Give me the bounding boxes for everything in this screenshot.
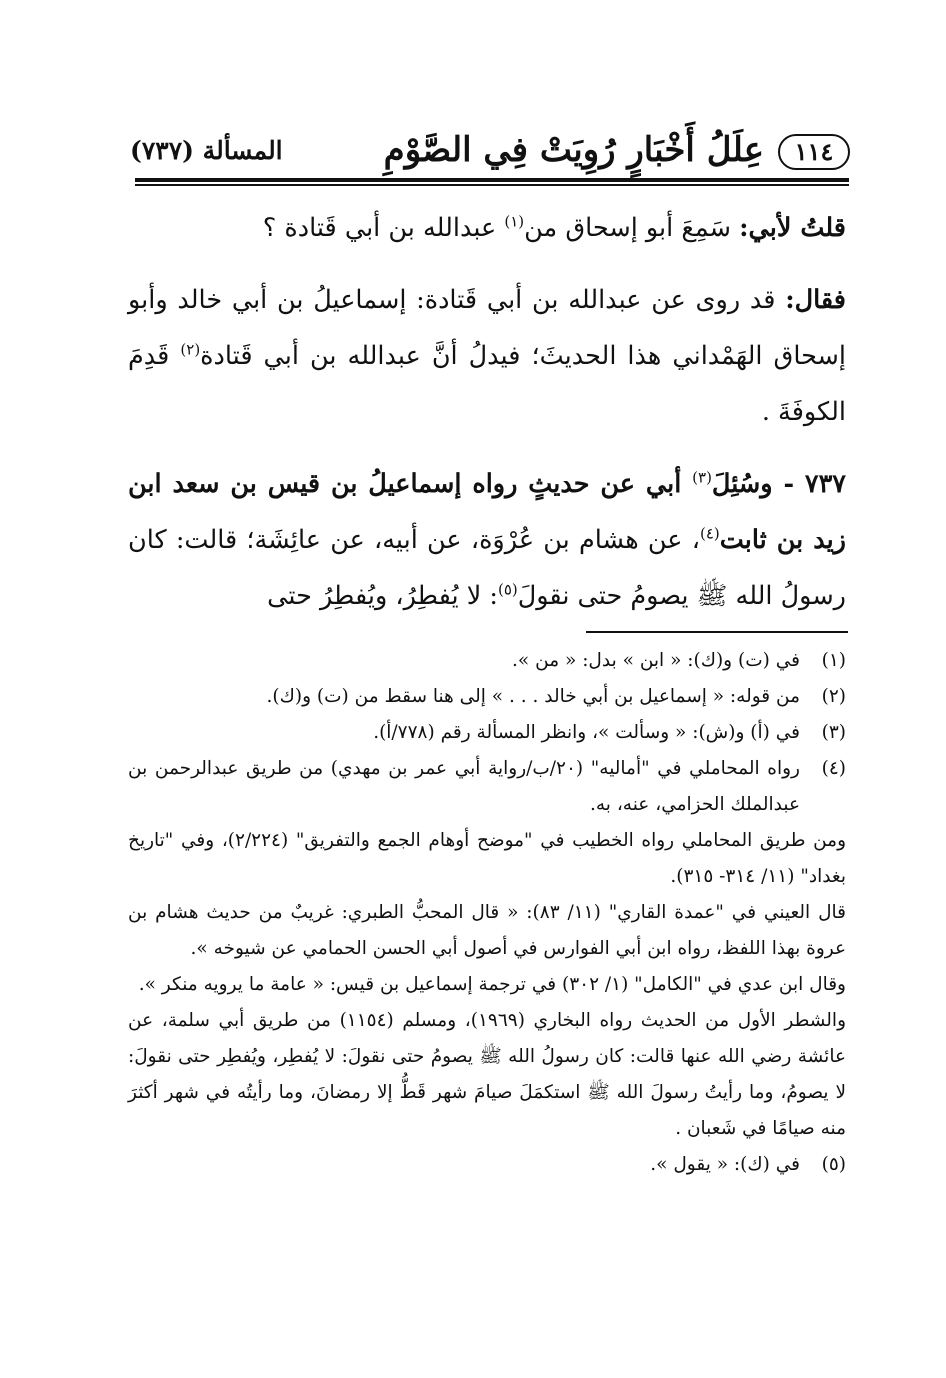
paragraph-text: عبدالله بن أبي قَتادة ؟ [262,213,505,243]
footnote-ref: (٥) [497,580,518,599]
paragraph-text: قَدِمَ الكوفَةَ . [128,341,846,427]
issue-label: المسألة (٧٣٧) [130,136,283,165]
footnote-ref: (٣) [692,468,712,487]
footnote-text: رواه المحاملي في "أماليه" (٢٠/ب/رواية أبي عمر بن مهدي) من طريق عبدالرحمن بن عبدالملك الحزامي، عنه، به. [128,758,800,815]
paragraph-question [128,200,846,256]
main-text [128,200,846,624]
paragraph-answer [128,272,846,440]
footnote-number: (٥) [821,1154,846,1175]
footnote-4 [128,751,846,823]
footnote-number: (٤) [821,758,846,779]
footnote-text: في (ك): « يقول ». [650,1154,800,1175]
footnotes [128,643,846,1183]
paragraph-text: قد روى عن عبدالله بن أبي قَتادة: إسماعيلُ بن أبي خالد وأبو إسحاق الهَمْداني هذا الحديثَ؛ فيدلُ أنَّ عبدالله بن أبي قَتادة [128,285,847,371]
footnote-text: في (أ) و(ش): « وسألت »، وانظر المسألة رقم (٧٧٨/أ). [373,722,800,743]
footnote-ref: (٤) [699,524,720,543]
footnote-number: (٣) [821,722,846,743]
footnote-text: من قوله: « إسماعيل بن أبي خالد . . . » إلى هنا سقط من (ت) و(ك). [266,686,800,707]
paragraph-lead: قلتُ لأبي: [739,213,846,243]
footnote-number: (٢) [821,686,846,707]
footnote-1 [128,643,846,679]
footnote-ref: (١) [504,212,525,231]
paragraph-text: : لا يُفطِرُ، ويُفطِرُ حتى [267,581,498,611]
paragraph-issue-737 [128,456,846,624]
footnote-3 [128,715,846,751]
book-title: عِلَلُ أَخْبَارٍ رُوِيَتْ فِي الصَّوْمِ [383,130,764,170]
footnote-4-continuation: وقال ابن عدي في "الكامل" (١/ ٣٠٢) في ترجمة إسماعيل بن قيس: « عامة ما يرويه منكر ». [138,974,846,995]
footnote-separator [586,631,848,633]
footnote-ref: (٢) [180,340,201,359]
paragraph-text: سَمِعَ أبو إسحاق من [524,213,740,243]
paragraph-text: ، عن هشام بن عُرْوَة، عن أبيه، عن عائِشَة؛ قالت: كان رسولُ الله ﷺ يصومُ حتى نقولَ [128,525,846,611]
header-rule-thick [135,178,849,182]
page-number: ١١٤ [778,134,850,170]
footnote-5 [128,1147,846,1183]
header-rule-thin [135,184,849,186]
footnote-2 [128,679,846,715]
footnote-number: (١) [821,650,846,671]
footnote-4-continuation: قال العيني في "عمدة القاري" (١١/ ٨٣): « قال المحبُّ الطبري: غريبٌ من حديث هشام بن عروة بهذا اللفظ، رواه ابن أبي الفوارس في أصول أبي الحسن الحمامي عن شيوخه ». [128,902,846,959]
paragraph-lead: ٧٣٧ - وسُئِلَ [711,469,846,499]
paragraph-lead: فقال: [785,285,846,315]
paragraph-text: أبي عن حديثٍ رواه إسماعيلُ بن قيس بن سعد ابن زيد بن ثابت [128,469,846,555]
footnote-text: في (ت) و(ك): « ابن » بدل: « من ». [512,650,800,671]
footnote-4-continuation: والشطر الأول من الحديث رواه البخاري (١٩٦٩)، ومسلم (١١٥٤) من طريق أبي سلمة، عن عائشة رضي الله عنها قالت: كان رسولُ الله ﷺ يصومُ حتى نقولَ: لا يُفطِر، ويُفطِر حتى نقولَ: لا يصومُ، وما رأيتُ رسولَ الله ﷺ استكمَلَ صيامَ شهر قَطُّ إلا رمضانَ، وما رأيتُه في شهر أكثرَ منه صيامًا في شَعبان . [128,1010,847,1139]
page-header [130,128,850,178]
footnote-4-continuation: ومن طريق المحاملي رواه الخطيب في "موضح أوهام الجمع والتفريق" (٢/٢٢٤)، وفي "تاريخ بغداد" (١١/ ٣١٤- ٣١٥). [128,830,847,887]
